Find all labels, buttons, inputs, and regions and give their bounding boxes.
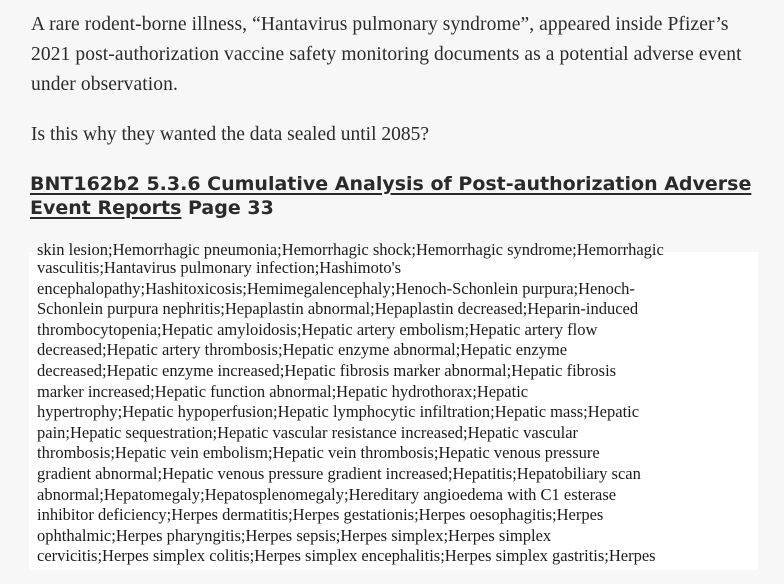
scan-line: gradient abnormal;Hepatic venous pressure gradient increased;Hepatitis;Hepatobiliary scan <box>37 463 641 483</box>
scan-line: encephalopathy;Hashitoxicosis;Hemimegalencephaly;Henoch-Schonlein purpura;Henoch- <box>37 278 635 298</box>
scan-line: cervicitis;Herpes simplex colitis;Herpes simplex encephalitis;Herpes simplex gastritis;Herpes <box>37 546 656 566</box>
scan-line: decreased;Hepatic enzyme increased;Hepatic fibrosis marker abnormal;Hepatic fibrosis <box>37 360 617 380</box>
scan-line: inhibitor deficiency;Herpes dermatitis;Herpes gestationis;Herpes oesophagitis;Herpes <box>37 505 604 525</box>
scan-text-body <box>37 258 752 567</box>
scan-line: thrombosis;Hepatic vein embolism;Hepatic vein thrombosis;Hepatic venous pressure <box>37 443 600 463</box>
scan-line: hypertrophy;Hepatic hypoperfusion;Hepatic lymphocytic infiltration;Hepatic mass;Hepatic <box>37 402 640 422</box>
scan-line: Schonlein purpura nephritis;Hepaplastin abnormal;Hepaplastin decreased;Heparin-induced <box>37 299 639 319</box>
scan-line: vasculitis;Hantavirus pulmonary infection;Hashimoto's <box>37 258 402 277</box>
post-intro-paragraph: A rare rodent-borne illness, “Hantavirus pulmonary syndrome”, appeared inside Pfizer’s 2021 post-authorization vaccine safety monitoring documents as a potential adverse event under observation. <box>31 14 742 95</box>
scan-line: decreased;Hepatic artery thrombosis;Hepatic enzyme abnormal;Hepatic enzyme <box>37 340 568 360</box>
page-number-label: Page 33 <box>181 197 274 219</box>
scan-line: thrombocytopenia;Hepatic amyloidosis;Hepatic artery embolism;Hepatic artery flow <box>37 319 598 339</box>
scan-line: pain;Hepatic sequestration;Hepatic vascular resistance increased;Hepatic vascular <box>37 422 579 442</box>
document-scan-image <box>29 240 758 570</box>
scan-cropped-line: skin lesion;Hemorrhagic pneumonia;Hemorrhagic shock;Hemorrhagic syndrome;Hemorrhagic <box>37 240 664 259</box>
document-reference-heading <box>30 172 770 220</box>
scan-line: ophthalmic;Herpes pharyngitis;Herpes sepsis;Herpes simplex;Herpes simplex <box>37 525 552 545</box>
document-link[interactable]: BNT162b2 5.3.6 Cumulative Analysis of Post-authorization Adverse Event Reports <box>30 173 752 219</box>
scan-line: abnormal;Hepatomegaly;Hepatosplenomegaly;Hereditary angioedema with C1 esterase <box>37 484 617 504</box>
scan-line: marker increased;Hepatic function abnormal;Hepatic hydrothorax;Hepatic <box>37 381 529 401</box>
post-question: Is this why they wanted the data sealed until 2085? <box>31 124 430 145</box>
